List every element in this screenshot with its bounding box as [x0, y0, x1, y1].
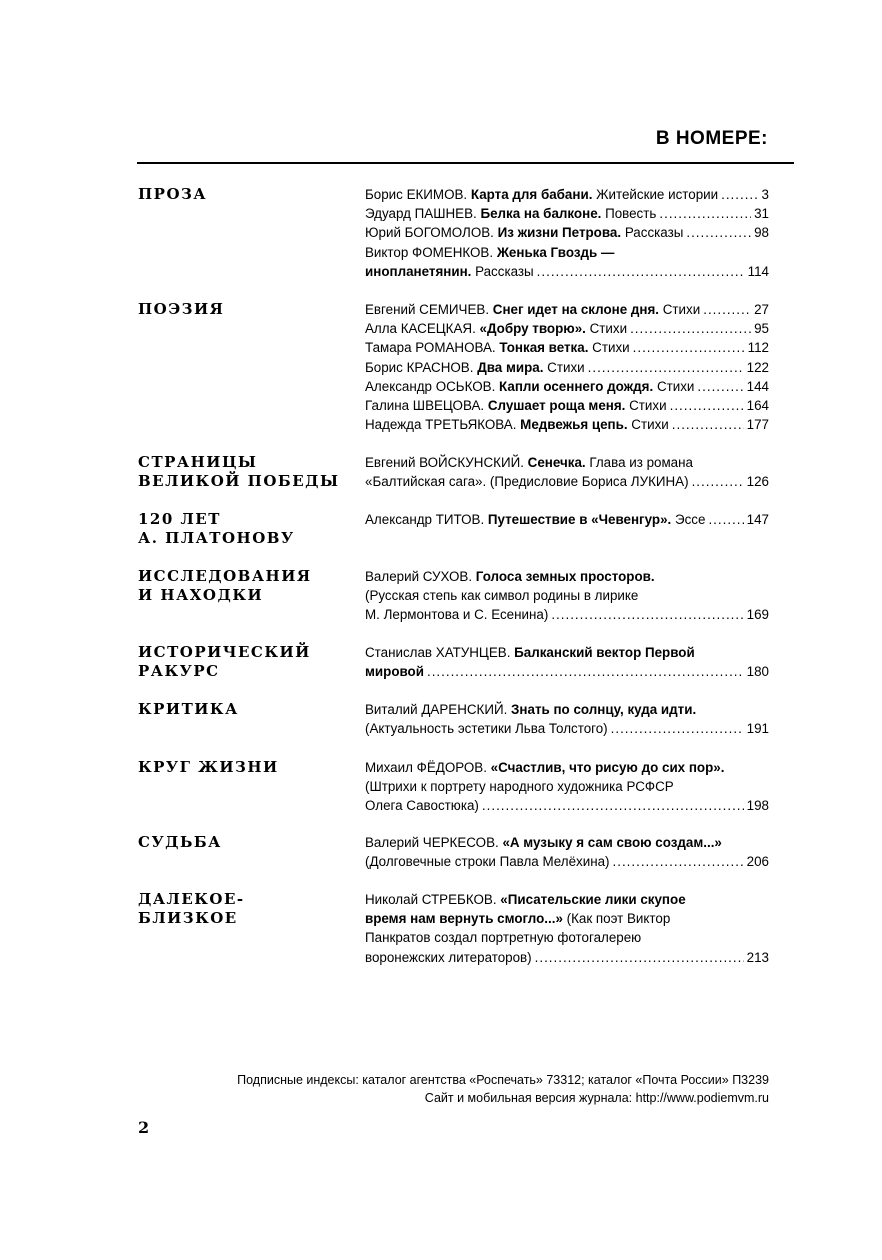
entry-page-number: 126	[746, 474, 769, 490]
entry-title: Капли осеннего дождя.	[499, 378, 654, 394]
entry-page-number: 180	[746, 664, 769, 680]
entry-line	[365, 796, 769, 815]
entry-author: Галина ШВЕЦОВА.	[365, 398, 488, 414]
section-category	[138, 890, 358, 928]
entry-author: Михаил ФЁДОРОВ.	[365, 760, 491, 775]
entry-title: «Добру творю».	[479, 321, 586, 337]
entry-line	[365, 262, 769, 281]
entry-subtitle: Стихи	[585, 321, 628, 337]
header-title: В НОМЕРЕ:	[655, 128, 768, 149]
dot-leader	[537, 262, 745, 281]
section-category	[138, 833, 358, 852]
entry-page-number: 95	[754, 321, 769, 337]
toc-entry	[365, 243, 769, 281]
entry-page-number: 98	[754, 225, 769, 241]
toc-entry	[365, 643, 769, 681]
entry-subtitle: Панкратов создал портретную фотогалерею	[365, 930, 642, 946]
dot-leader	[670, 396, 744, 415]
toc-entry	[365, 377, 769, 396]
entry-page-number: 164	[746, 398, 769, 414]
entry-author: Валерий ЧЕРКЕСОВ.	[365, 835, 503, 850]
entry-title: Голоса земных просторов.	[475, 569, 655, 584]
section-category	[138, 758, 358, 777]
entry-subtitle: (Долговечные строки Павла Мелёхина)	[365, 854, 610, 870]
toc-entry	[365, 204, 769, 223]
entry-title: «Писательские лики скупое	[500, 892, 686, 907]
entry-subtitle: Глава из романа	[585, 455, 693, 470]
dot-leader	[588, 358, 744, 377]
dot-leader	[721, 185, 758, 204]
dot-leader	[697, 377, 743, 396]
section-entries	[365, 833, 769, 871]
entry-page-number: 144	[746, 378, 769, 394]
toc-entry	[365, 453, 769, 491]
entry-subtitle: Житейские истории	[592, 187, 719, 202]
section-entries	[365, 185, 769, 281]
entry-title: Женька Гвоздь —	[496, 244, 615, 260]
entry-title: время нам вернуть смогло...»	[365, 911, 563, 927]
entry-line	[365, 377, 769, 396]
entry-line	[365, 643, 769, 662]
entry-author: Эдуард ПАШНЕВ.	[365, 206, 481, 222]
toc-entry	[365, 833, 769, 871]
entry-line	[365, 928, 769, 947]
entry-line	[365, 586, 769, 605]
entry-line	[365, 358, 769, 377]
entry-page-number: 31	[754, 206, 769, 222]
entry-title: Балканский вектор Первой	[514, 645, 695, 660]
section-category	[138, 300, 358, 319]
entry-line	[365, 396, 769, 415]
website-line: Сайт и мобильная версия журнала: http://www.podiemvm.ru	[424, 1091, 769, 1105]
category-line: ПОЭЗИЯ	[138, 300, 225, 318]
entry-subtitle: Стихи	[588, 340, 630, 356]
entry-line	[365, 453, 769, 472]
toc-entry	[365, 223, 769, 242]
category-line: ИССЛЕДОВАНИЯ	[138, 567, 312, 585]
category-line: СТРАНИЦЫ	[138, 453, 258, 471]
entry-subtitle: воронежских литераторов)	[365, 949, 532, 965]
entry-line	[365, 948, 769, 967]
entry-line	[365, 605, 769, 624]
dot-leader	[427, 662, 744, 681]
entry-page-number: 27	[754, 302, 769, 317]
entry-title: Белка на балконе.	[480, 206, 602, 222]
toc-entry	[365, 185, 769, 204]
entry-subtitle: Рассказы	[621, 225, 684, 241]
entry-author: Николай СТРЕБКОВ.	[365, 892, 501, 907]
dot-leader	[611, 719, 744, 738]
category-line: ДАЛЕКОЕ-	[138, 890, 245, 908]
section-category	[138, 185, 358, 204]
entry-author: Надежда ТРЕТЬЯКОВА.	[365, 417, 521, 433]
entry-line	[365, 223, 769, 242]
entry-author: Тамара РОМАНОВА.	[365, 340, 500, 356]
toc-entry	[365, 510, 769, 529]
toc-entry	[365, 338, 769, 357]
toc-entry	[365, 700, 769, 738]
category-line: БЛИЗКОЕ	[138, 909, 238, 927]
entry-line	[365, 185, 769, 204]
entry-line	[365, 758, 769, 777]
entry-line	[365, 833, 769, 852]
section-entries	[365, 567, 769, 625]
entry-page-number: 198	[746, 798, 769, 814]
entry-author: Евгений СЕМИЧЕВ.	[365, 302, 493, 317]
section-category	[138, 567, 358, 605]
dot-leader	[703, 300, 751, 319]
entry-subtitle: Стихи	[543, 359, 585, 375]
entry-subtitle: Стихи	[627, 417, 669, 433]
entry-author: Борис КРАСНОВ.	[365, 359, 478, 375]
section-category	[138, 453, 358, 491]
entry-page-number: 114	[747, 263, 769, 279]
section-entries	[365, 758, 769, 816]
entry-page-number: 3	[761, 187, 769, 202]
entry-title: Снег идет на склоне дня.	[492, 302, 660, 317]
entry-title: Знать по солнцу, куда идти.	[511, 702, 697, 717]
entry-subtitle: (Штрихи к портрету народного художника РСФСР	[365, 779, 674, 795]
entry-subtitle: (Как поэт Виктор	[562, 911, 671, 927]
entry-line	[365, 243, 769, 262]
entry-title: «Счастлив, что рисую до сих пор».	[490, 760, 725, 775]
entry-subtitle: Стихи	[625, 398, 667, 414]
entry-line	[365, 319, 769, 338]
category-line: РАКУРС	[138, 662, 220, 680]
subscription-indexes: Подписные индексы: каталог агентства «Роспечать» 73312; каталог «Почта России» П3239	[237, 1073, 769, 1087]
dot-leader	[482, 796, 744, 815]
entry-line	[365, 777, 769, 796]
header-rule	[137, 162, 794, 164]
entry-line	[365, 472, 769, 491]
section-entries	[365, 700, 769, 738]
category-line: ПРОЗА	[138, 185, 208, 203]
entry-subtitle: (Актуальность эстетики Льва Толстого)	[365, 721, 608, 737]
entry-subtitle: «Балтийская сага». (Предисловие Бориса ЛУКИНА)	[365, 474, 689, 490]
entry-author: Виктор ФОМЕНКОВ.	[365, 244, 497, 260]
toc-entry	[365, 358, 769, 377]
entry-title: Путешествие в «Чевенгур».	[487, 512, 672, 527]
entry-line	[365, 909, 769, 928]
entry-page-number: 147	[746, 512, 769, 527]
entry-page-number: 206	[746, 854, 769, 870]
entry-author: Алла КАСЕЦКАЯ.	[365, 321, 480, 337]
entry-subtitle: Рассказы	[471, 263, 534, 279]
toc-entry	[365, 567, 769, 625]
entry-line	[365, 300, 769, 319]
section-category	[138, 700, 358, 719]
dot-leader	[692, 472, 744, 491]
entry-title: Сенечка.	[527, 455, 586, 470]
entry-title: Карта для бабани.	[470, 187, 593, 202]
entry-author: Валерий СУХОВ.	[365, 569, 476, 584]
entry-title: Медвежья цепь.	[520, 417, 628, 433]
section-category	[138, 510, 358, 548]
toc-entry	[365, 300, 769, 319]
entry-subtitle: Повесть	[601, 206, 657, 222]
entry-line	[365, 700, 769, 719]
entry-subtitle: Стихи	[653, 378, 695, 394]
entry-line	[365, 890, 769, 909]
dot-leader	[686, 223, 751, 242]
toc-entry	[365, 319, 769, 338]
entry-title: Два мира.	[477, 359, 544, 375]
entry-page-number: 191	[746, 721, 769, 737]
entry-author: Александр ТИТОВ.	[365, 512, 488, 527]
entry-line	[365, 662, 769, 681]
entry-author: Юрий БОГОМОЛОВ.	[365, 225, 498, 241]
entry-page-number: 112	[747, 340, 769, 356]
category-line: А. ПЛАТОНОВУ	[138, 529, 295, 547]
dot-leader	[659, 204, 751, 223]
toc-entry	[365, 758, 769, 816]
entry-page-number: 169	[746, 607, 769, 623]
entry-subtitle: Олега Савостюка)	[365, 798, 479, 814]
category-line: СУДЬБА	[138, 833, 222, 851]
entry-subtitle: (Русская степь как символ родины в лирике	[365, 588, 639, 604]
entry-subtitle: Эссе	[671, 512, 706, 527]
dot-leader	[535, 948, 744, 967]
entry-title: Тонкая ветка.	[499, 340, 589, 356]
dot-leader	[551, 605, 743, 624]
category-line: ИСТОРИЧЕСКИЙ	[138, 643, 311, 661]
entry-page-number: 122	[746, 359, 769, 375]
entry-line	[365, 415, 769, 434]
dot-leader	[630, 319, 751, 338]
dot-leader	[708, 510, 743, 529]
section-entries	[365, 643, 769, 681]
section-category	[138, 643, 358, 681]
category-line: ВЕЛИКОЙ ПОБЕДЫ	[138, 472, 340, 490]
entry-author: Александр ОСЬКОВ.	[365, 378, 500, 394]
dot-leader	[633, 338, 745, 357]
toc-entry	[365, 396, 769, 415]
entry-subtitle: Стихи	[659, 302, 701, 317]
section-entries	[365, 510, 769, 529]
entry-title: Слушает роща меня.	[487, 398, 626, 414]
entry-line	[365, 567, 769, 586]
dot-leader	[672, 415, 744, 434]
entry-line	[365, 719, 769, 738]
entry-title: мировой	[365, 664, 424, 680]
category-line: 120 ЛЕТ	[138, 510, 221, 528]
section-entries	[365, 890, 769, 967]
dot-leader	[613, 852, 744, 871]
entry-line	[365, 510, 769, 529]
entry-author: Евгений ВОЙСКУНСКИЙ.	[365, 455, 528, 470]
entry-author: Станислав ХАТУНЦЕВ.	[365, 645, 515, 660]
entry-title: инопланетянин.	[365, 263, 472, 279]
entry-page-number: 177	[746, 417, 769, 433]
category-line: КРУГ ЖИЗНИ	[138, 758, 279, 776]
page-number: 2	[138, 1118, 150, 1137]
entry-author: Борис ЕКИМОВ.	[365, 187, 471, 202]
section-entries	[365, 453, 769, 491]
toc-entry	[365, 415, 769, 434]
entry-title: «А музыку я сам свою создам...»	[502, 835, 722, 850]
entry-title: Из жизни Петрова.	[497, 225, 622, 241]
category-line: И НАХОДКИ	[138, 586, 264, 604]
footer	[237, 1071, 769, 1107]
entry-author: Виталий ДАРЕНСКИЙ.	[365, 702, 512, 717]
entry-line	[365, 338, 769, 357]
entry-subtitle: М. Лермонтова и С. Есенина)	[365, 607, 549, 623]
entry-line	[365, 852, 769, 871]
section-entries	[365, 300, 769, 434]
category-line: КРИТИКА	[138, 700, 239, 718]
entry-line	[365, 204, 769, 223]
toc-entry	[365, 890, 769, 967]
entry-page-number: 213	[746, 949, 769, 965]
